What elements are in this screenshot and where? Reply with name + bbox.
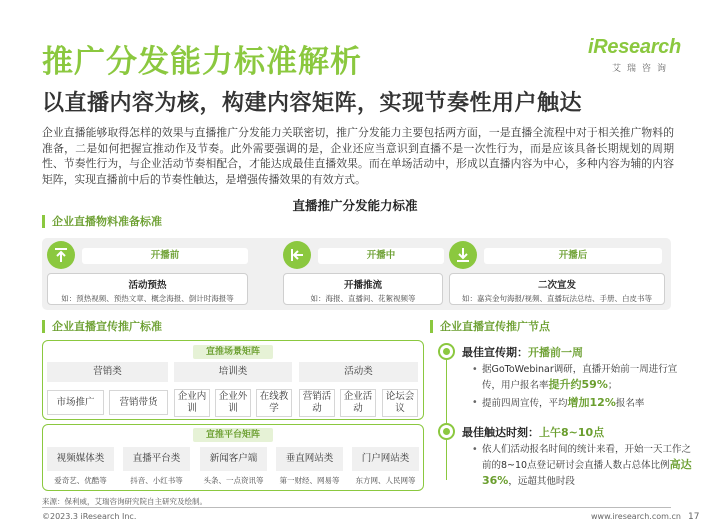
nodes-heading: 企业直播宣传推广节点 xyxy=(430,320,550,333)
bullet-highlight: 高达36% xyxy=(482,458,692,487)
category-training: 培训类 xyxy=(174,362,292,382)
platform-matrix-tag: 宣推平台矩阵 xyxy=(193,428,273,442)
scene-item: 营销带货 xyxy=(109,390,168,415)
scene-item: 论坛会议 xyxy=(382,389,418,417)
logo-word: iResearch xyxy=(588,36,681,58)
node-dot-icon xyxy=(438,343,455,360)
footer-copyright: ©2023.3 iResearch Inc. xyxy=(42,512,137,521)
timeline-line xyxy=(446,354,447,480)
phase-after xyxy=(444,238,671,310)
node-label: 最佳宣传期： xyxy=(462,345,528,359)
phase-before xyxy=(42,238,257,310)
bullet-text: 据GoToWebinar调研，直播开始前一周进行宣传，用户报名率 xyxy=(482,364,678,391)
phase-box xyxy=(449,273,665,305)
phase-box-title: 活动预热 xyxy=(128,280,167,291)
platform-box: 垂直网站类 xyxy=(276,447,343,471)
scene-item: 营销活动 xyxy=(299,389,335,417)
phase-box-subtitle: 如：嘉宾金句海报/视频、直播玩法总结、手册、白皮书等 xyxy=(461,294,653,303)
platform-matrix xyxy=(42,424,424,491)
page-number: 17 xyxy=(688,512,700,522)
intro-paragraph: 企业直播能够取得怎样的效果与直播推广分发能力关联密切，推广分发能力主要包括两方面，一是直播全流程中对于相关推广物料的准备，二是如何把握宣推动作及节奏。此外需要强调的是，企业还应当意识到直播不是一次性行为，而是应该具备长期规划的周期性、节奏性行为，与企业活动节奏相配合，才能达成最佳直播效果。而在单场活动中，形成以直播内容为中心，多种内容为辅的内容矩阵，实现直播前中后的节奏性触达，是增强传播效果的有效方式。 xyxy=(42,126,674,186)
bullet-highlight: 增加12% xyxy=(567,396,616,409)
scene-item: 企业活动 xyxy=(340,389,376,417)
node-title xyxy=(462,344,583,360)
scene-item: 企业外训 xyxy=(215,389,251,417)
platform-examples: 抖音、小红书等 xyxy=(130,476,183,485)
phase-box-title: 二次宣发 xyxy=(537,280,576,291)
node1-bullet-1 xyxy=(482,362,694,393)
phase-box-title: 开播推流 xyxy=(343,280,382,291)
node1-bullet-2 xyxy=(482,395,694,411)
bullet-highlight: 提升约59% xyxy=(548,378,608,391)
node2-bullet xyxy=(482,442,694,489)
platform-box: 新闻客户端 xyxy=(200,447,267,471)
node-title xyxy=(462,424,604,440)
platform-examples: 爱奇艺、优酷等 xyxy=(54,476,107,485)
bullet-text: 提前四周宣传，平均 xyxy=(482,398,568,409)
bullet-text: 依人们活动报名时间的统计来看，开始一天工作之前的8~10点登记研讨会直播人数占总体比例 xyxy=(482,444,692,471)
platform-box: 门户网站类 xyxy=(352,447,419,471)
node-dot-icon xyxy=(438,423,455,440)
platform-box: 视频媒体类 xyxy=(47,447,114,471)
scene-item: 企业内训 xyxy=(174,389,210,417)
phase-box-subtitle: 如：海报、直播间、花絮视频等 xyxy=(310,294,416,303)
platform-box: 直播平台类 xyxy=(123,447,190,471)
download-icon xyxy=(449,241,477,269)
bullet-tail: 报名率 xyxy=(615,398,645,409)
phase-box xyxy=(283,273,443,305)
phase-label: 开播中 xyxy=(318,248,444,264)
scene-item: 市场推广 xyxy=(47,390,104,415)
logo-cn: 艾瑞咨询 xyxy=(612,64,673,74)
materials-heading: 企业直播物料准备标准 xyxy=(42,215,162,228)
node-value: 上午8~10点 xyxy=(539,425,605,439)
scene-matrix xyxy=(42,340,424,420)
node-value: 开播前一周 xyxy=(528,345,583,359)
category-activity: 活动类 xyxy=(299,362,418,382)
phase-box xyxy=(47,273,248,305)
node-best-reach-time xyxy=(438,423,604,440)
platform-examples: 头条、一点资讯等 xyxy=(203,476,264,485)
phase-label: 开播前 xyxy=(82,248,248,264)
phase-box-subtitle: 如：预热视频、预热文章、概念海报、倒计时海报等 xyxy=(61,294,234,303)
phase-label: 开播后 xyxy=(484,248,662,264)
iresearch-logo xyxy=(588,36,680,84)
category-marketing: 营销类 xyxy=(47,362,168,382)
bullet-tail: ，远超其他时段 xyxy=(508,476,575,487)
arrow-left-bar-icon xyxy=(283,241,311,269)
bullet-tail: ； xyxy=(607,380,618,391)
promo-heading: 企业直播宣传推广标准 xyxy=(42,320,162,333)
page-title: 推广分发能力标准解析 xyxy=(42,44,362,80)
scene-matrix-tag: 宣推场景矩阵 xyxy=(193,345,273,359)
footer-url[interactable]: www.iresearch.com.cn xyxy=(591,512,681,521)
source-note: 来源：保利威，艾瑞咨询研究院自主研究及绘制。 xyxy=(42,497,207,506)
node-best-promo-period xyxy=(438,343,583,360)
page-subtitle: 以直播内容为核，构建内容矩阵，实现节奏性用户触达 xyxy=(42,91,583,116)
materials-panel xyxy=(42,238,671,310)
chart-title: 直播推广分发能力标准 xyxy=(292,198,418,213)
phase-during xyxy=(278,238,448,310)
upload-icon xyxy=(47,241,75,269)
platform-examples: 第一财经、网易等 xyxy=(279,476,340,485)
footer-divider xyxy=(42,507,671,508)
scene-item: 在线教学 xyxy=(256,389,292,417)
platform-examples: 东方网、人民网等 xyxy=(355,476,416,485)
node-label: 最佳触达时刻： xyxy=(462,425,539,439)
